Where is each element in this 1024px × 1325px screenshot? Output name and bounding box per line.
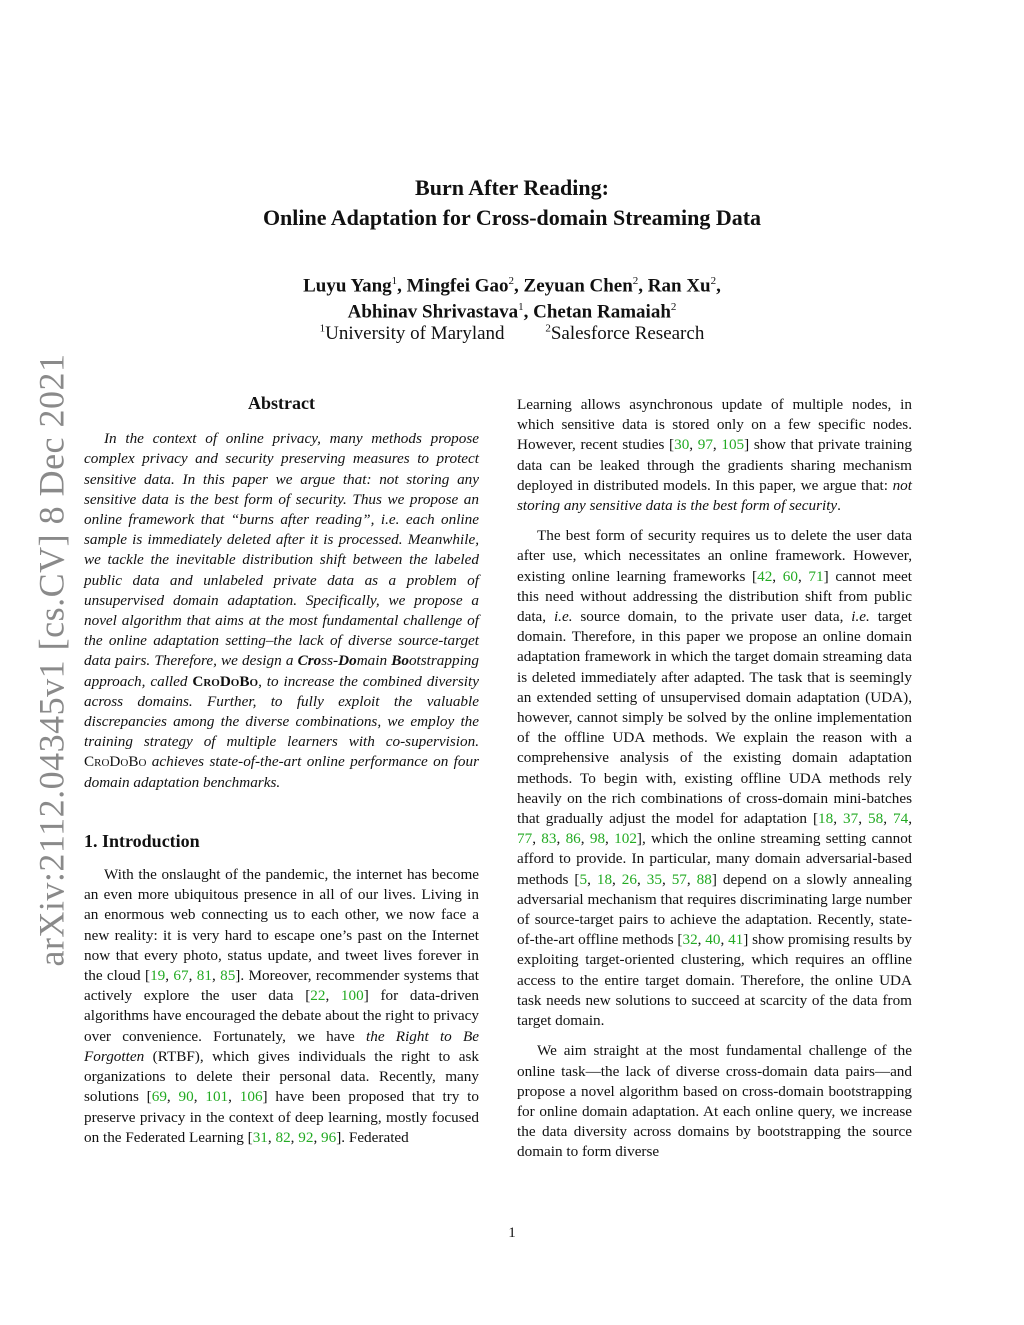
author-name: Zeyuan Chen	[523, 275, 633, 297]
author-line-2: Abhinav Shrivastava$^1$, Chetan Ramaiah$^2$	[347, 301, 677, 323]
method-name: CroDoBo	[192, 672, 259, 690]
author-name: Luyu Yang	[303, 275, 392, 297]
page-number: 1	[508, 1225, 516, 1241]
citation-link[interactable]: 77	[517, 830, 533, 848]
abstract-heading: Abstract	[248, 393, 315, 413]
citation-link[interactable]: 81	[196, 967, 212, 985]
citation-link[interactable]: 90	[178, 1088, 194, 1106]
citation-link[interactable]: 86	[565, 830, 581, 848]
citation-link[interactable]: 19	[150, 967, 166, 985]
citation-link[interactable]: 30	[674, 436, 690, 454]
affiliation-marker: 2	[670, 301, 677, 313]
abstract-body: In the context of online privacy, many methods propose complex privacy and security preserving measures to protect sensitive data. In this paper we argue that: not storing any sensitive data is the best form of security. Thus we propose an online framework that “burns after reading”, i.e. each online sample is immediately deleted after it is processed. Meanwhile, we tackle the inevitable distribution shift between the labeled public data and unlabeled private data as a problem of unsupervised domain adaptation. Specifically, we propose a novel algorithm that aims at the most fundamental challenge of the online adaptation setting–the lack of diverse source-target data pairs. Therefore, we design a Cross-Domain Bootstrapping approach, called CroDoBo, to increase the combined diversity across domains. Further, to fully exploit the valuable discrepancies among the diverse combinations, we employ the training strategy of multiple learners with co-supervision. CroDoBo achieves state-of-the-art online performance on four domain adaptation benchmarks.	[84, 430, 479, 791]
citation-link[interactable]: 92	[298, 1128, 314, 1146]
paper-title-line2: Online Adaptation for Cross-domain Streaming Data	[262, 205, 762, 230]
citation-link[interactable]: 41	[728, 931, 744, 949]
affiliation-1: $^1$University of Maryland	[319, 323, 505, 345]
author-name: Chetan Ramaiah	[533, 301, 671, 323]
citation-link[interactable]: 18	[596, 870, 613, 888]
arxiv-identifier	[22, 353, 82, 967]
arxiv-id-text: arXiv:2112.04345v1 [cs.CV] 8 Dec 2021	[32, 353, 72, 967]
citation-link[interactable]: 101	[205, 1088, 229, 1106]
author-name: Mingfei Gao	[406, 275, 509, 297]
citation-link[interactable]: 98	[589, 830, 606, 848]
citation-link[interactable]: 74	[893, 810, 909, 828]
affiliation-marker: 1	[518, 301, 524, 313]
intro-paragraph-1: With the onslaught of the pandemic, the internet has become an even more ubiquitous presence in all of our lives. Living in an enormous web connecting us to each other, we now face a new reality: it is very hard to escape one’s past on the Internet now that every photo, status update, and tweet lives forever in the cloud [19, 67, 81, 85]. Moreover, recommender systems that actively explore the user data [22, 100] for data-driven algorithms have encouraged the debate about the right to privacy over convenience. Fortunately, we have the Right to Be Forgotten (RTBF), which gives individuals the right to ask organizations to delete their personal data. Recently, many solutions [69, 90, 101, 106] have been proposed that try to preserve privacy in the context of deep learning, mostly focused on the Federated Learning [31, 82, 92, 96]. Federated	[84, 866, 480, 1146]
citation-link[interactable]: 71	[808, 567, 824, 585]
affiliations	[0, 323, 1024, 345]
citation-link[interactable]: 57	[671, 870, 687, 888]
right-column	[517, 395, 912, 1163]
section-heading-introduction: 1. Introduction	[84, 830, 200, 851]
citation-link[interactable]: 106	[239, 1088, 263, 1106]
author-name: Abhinav Shrivastava	[347, 301, 519, 323]
author-name: Ran Xu	[647, 275, 711, 297]
citation-link[interactable]: 82	[275, 1128, 291, 1146]
citation-link[interactable]: 58	[868, 810, 884, 828]
citation-link[interactable]: 60	[782, 567, 798, 585]
affiliation-marker: 2	[508, 275, 515, 287]
citation-link[interactable]: 69	[151, 1088, 167, 1106]
citation-link[interactable]: 85	[220, 967, 236, 985]
paper-title-line1: Burn After Reading:	[415, 175, 609, 200]
right-paragraph-3: We aim straight at the most fundamental challenge of the online task—the lack of diverse cross-domain data pairs—and propose a novel algorithm based on cross-domain bootstrapping for online domain adaptation. At each online query, we increase the data diversity across domains by bootstrapping the source domain to form diverse	[517, 1042, 912, 1161]
citation-link[interactable]: 40	[705, 931, 721, 949]
citation-link[interactable]: 22	[310, 987, 326, 1005]
citation-link[interactable]: 88	[696, 870, 712, 888]
method-name: CroDoBo	[84, 753, 147, 771]
citation-link[interactable]: 105	[721, 436, 745, 454]
citation-link[interactable]: 97	[697, 436, 713, 454]
citation-link[interactable]: 18	[818, 810, 834, 828]
affiliation-marker: 2	[632, 275, 639, 287]
citation-link[interactable]: 31	[252, 1128, 268, 1146]
citation-link[interactable]: 102	[614, 830, 637, 848]
citation-link[interactable]: 32	[682, 931, 698, 949]
citation-link[interactable]: 83	[541, 830, 557, 848]
citation-link[interactable]: 26	[621, 870, 637, 888]
affiliation-marker: 2	[710, 275, 717, 287]
affiliation-marker: 1	[391, 275, 398, 287]
citation-link[interactable]: 42	[757, 567, 773, 585]
citation-link[interactable]: 67	[173, 967, 189, 985]
citation-link[interactable]: 96	[321, 1128, 337, 1146]
right-paragraph-1: Learning allows asynchronous update of multiple nodes, in which sensitive data is stored only on a few specific nodes. However, recent studies [30, 97, 105] show that private training data can be leaked through the gradients sharing mechanism deployed in distributed models. In this paper, we argue that: not storing any sensitive data is the best form of security.	[517, 396, 912, 515]
citation-link[interactable]: 35	[646, 870, 662, 888]
citation-link[interactable]: 100	[340, 987, 364, 1005]
left-column	[84, 393, 479, 1148]
right-paragraph-2: The best form of security requires us to delete the user data after use, which necessitates an online framework. However, existing online learning frameworks [42, 60, 71] cannot meet this need without addressing the distribution shift from public data, i.e. source domain, to the private user data, i.e. target domain. Therefore, in this paper we propose an online domain adaptation framework in which the target domain streaming data is deleted immediately after adapted. The task that is seemingly an extended setting of unsupervised domain adaptation (UDA), however, cannot simply be solved by the online implementation of the offline UDA methods. We explain the reason with a comprehensive analysis of the existing domain adaptation methods. To begin with, existing offline UDA methods rely heavily on the rich combinations of cross-domain mini-batches that gradually adjust the model for adaptation [18, 37, 58, 74, 77, 83, 86, 98, 102], which the online streaming setting cannot afford to provide. In particular, many domain adversarial-based methods [5, 18, 26, 35, 57, 88] depend on a slowly annealing adversarial mechanism that requires discriminating large number of source-target pairs to achieve the adaptation. Recently, state-of-the-art offline methods [32, 40, 41] show promising results by exploiting target-oriented clustering, which requires an offline access to the entire target domain. Therefore, the online UDA task needs new solutions to succeed at scarcity of the data from target domain.	[517, 527, 913, 1030]
citation-link[interactable]: 37	[843, 810, 859, 828]
citation-link[interactable]: 5	[579, 870, 588, 888]
author-line-1: Luyu Yang$^1$, Mingfei Gao$^2$, Zeyuan Chen$^2$, Ran Xu$^2$,	[303, 275, 721, 297]
affiliation-2: $^2$Salesforce Research	[545, 323, 705, 345]
